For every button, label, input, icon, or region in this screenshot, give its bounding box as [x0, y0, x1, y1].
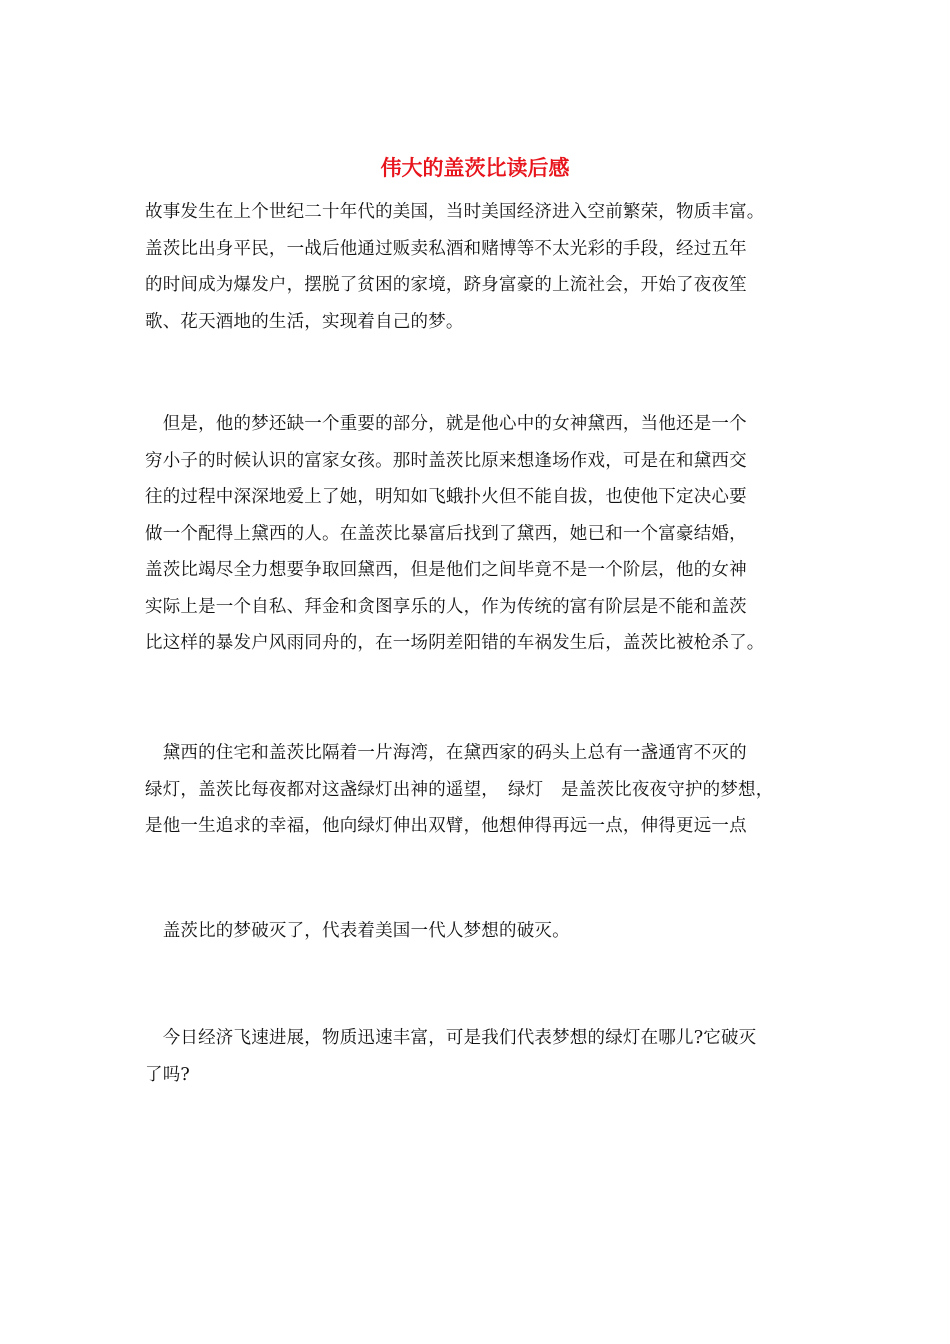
text-line: 故事发生在上个世纪二十年代的美国，当时美国经济进入空前繁荣，物质丰富。: [145, 202, 765, 222]
text-line: 实际上是一个自私、拜金和贪图享乐的人，作为传统的富有阶层是不能和盖茨: [145, 596, 747, 617]
text-line: 是他一生追求的幸福，他向绿灯伸出双臂，他想伸得再远一点，伸得更远一点: [145, 816, 747, 836]
text-line: 了吗?: [145, 1064, 190, 1085]
text-line: 的时间成为爆发户，摆脱了贫困的家境，跻身富豪的上流社会，开始了夜夜笙: [145, 275, 747, 295]
paragraph-today: [145, 1020, 815, 1093]
text-line: 做一个配得上黛西的人。在盖茨比暴富后找到了黛西，她已和一个富豪结婚，: [145, 523, 747, 544]
paragraph-daisy: [145, 406, 815, 662]
text-line: 比这样的暴发户风雨同舟的，在一场阴差阳错的车祸发生后，盖茨比被枪杀了。: [145, 633, 765, 653]
paragraph-story-background: [145, 194, 815, 340]
text-line: 今日经济飞速进展，物质迅速丰富，可是我们代表梦想的绿灯在哪儿?它破灭: [145, 1028, 757, 1048]
paragraph-dream-broken: [145, 913, 815, 950]
text-line: 绿灯，盖茨比每夜都对这盏绿灯出神的遥望， 绿灯 是盖茨比夜夜守护的梦想，: [145, 779, 774, 800]
page-title: 伟大的盖茨比读后感: [380, 155, 570, 180]
text-line: 盖茨比出身平民，一战后他通过贩卖私酒和赌博等不太光彩的手段，经过五年: [145, 238, 747, 259]
text-line: 但是，他的梦还缺一个重要的部分，就是他心中的女神黛西，当他还是一个: [145, 414, 747, 434]
text-line: 盖茨比的梦破灭了，代表着美国一代人梦想的破灭。: [145, 921, 570, 941]
paragraph-green-light: [145, 735, 815, 845]
text-line: 歌、花天酒地的生活，实现着自己的梦。: [145, 311, 464, 332]
text-line: 黛西的住宅和盖茨比隔着一片海湾，在黛西家的码头上总有一盏通宵不灭的: [145, 743, 747, 763]
text-line: 盖茨比竭尽全力想要争取回黛西，但是他们之间毕竟不是一个阶层，他的女神: [145, 560, 747, 580]
text-line: 往的过程中深深地爱上了她，明知如飞蛾扑火但不能自拔，也使他下定决心要: [145, 487, 747, 507]
text-line: 穷小子的时候认识的富家女孩。那时盖茨比原来想逢场作戏，可是在和黛西交: [145, 450, 747, 471]
